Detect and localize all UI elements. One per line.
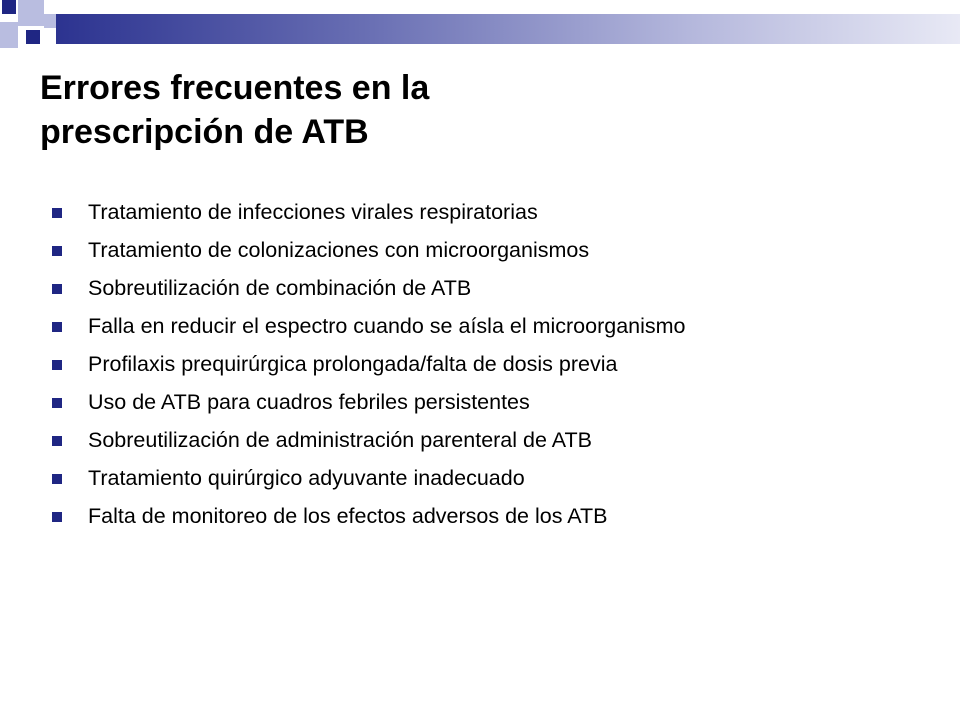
bullet-item	[50, 390, 930, 414]
square-bullet-icon	[52, 398, 62, 408]
bullet-text: Falta de monitoreo de los efectos adversos de los ATB	[88, 504, 608, 528]
header-gradient-bar	[56, 14, 960, 44]
square-decoration-icon	[2, 0, 16, 14]
square-bullet-icon	[52, 512, 62, 522]
square-bullet-icon	[52, 322, 62, 332]
bullet-text: Sobreutilización de administración parenteral de ATB	[88, 428, 592, 452]
bullet-text: Uso de ATB para cuadros febriles persistentes	[88, 390, 530, 414]
slide-title-line-2: prescripción de ATB	[40, 113, 369, 151]
bullet-item	[50, 276, 930, 300]
square-bullet-icon	[52, 208, 62, 218]
square-decoration-icon	[18, 0, 44, 26]
bullet-item	[50, 314, 930, 338]
square-decoration-icon	[44, 14, 56, 28]
slide-title-line-1: Errores frecuentes en la	[40, 69, 430, 107]
square-decoration-icon	[0, 22, 18, 48]
square-bullet-icon	[52, 436, 62, 446]
square-bullet-icon	[52, 360, 62, 370]
bullet-text: Tratamiento de infecciones virales respiratorias	[88, 200, 538, 224]
bullet-text: Tratamiento quirúrgico adyuvante inadecuado	[88, 466, 525, 490]
bullet-item	[50, 428, 930, 452]
bullet-text: Tratamiento de colonizaciones con microorganismos	[88, 238, 590, 262]
bullet-text: Sobreutilización de combinación de ATB	[88, 276, 472, 300]
square-bullet-icon	[52, 474, 62, 484]
bullet-item	[50, 504, 930, 528]
bullet-text: Profilaxis prequirúrgica prolongada/falta de dosis previa	[88, 352, 618, 376]
slide-title	[40, 66, 900, 154]
bullet-item	[50, 200, 930, 224]
bullet-item	[50, 466, 930, 490]
square-decoration-icon	[26, 30, 40, 44]
bullet-item	[50, 352, 930, 376]
bullet-list	[50, 200, 930, 542]
bullet-text: Falla en reducir el espectro cuando se aísla el microorganismo	[88, 314, 686, 338]
square-bullet-icon	[52, 284, 62, 294]
bullet-item	[50, 238, 930, 262]
square-bullet-icon	[52, 246, 62, 256]
